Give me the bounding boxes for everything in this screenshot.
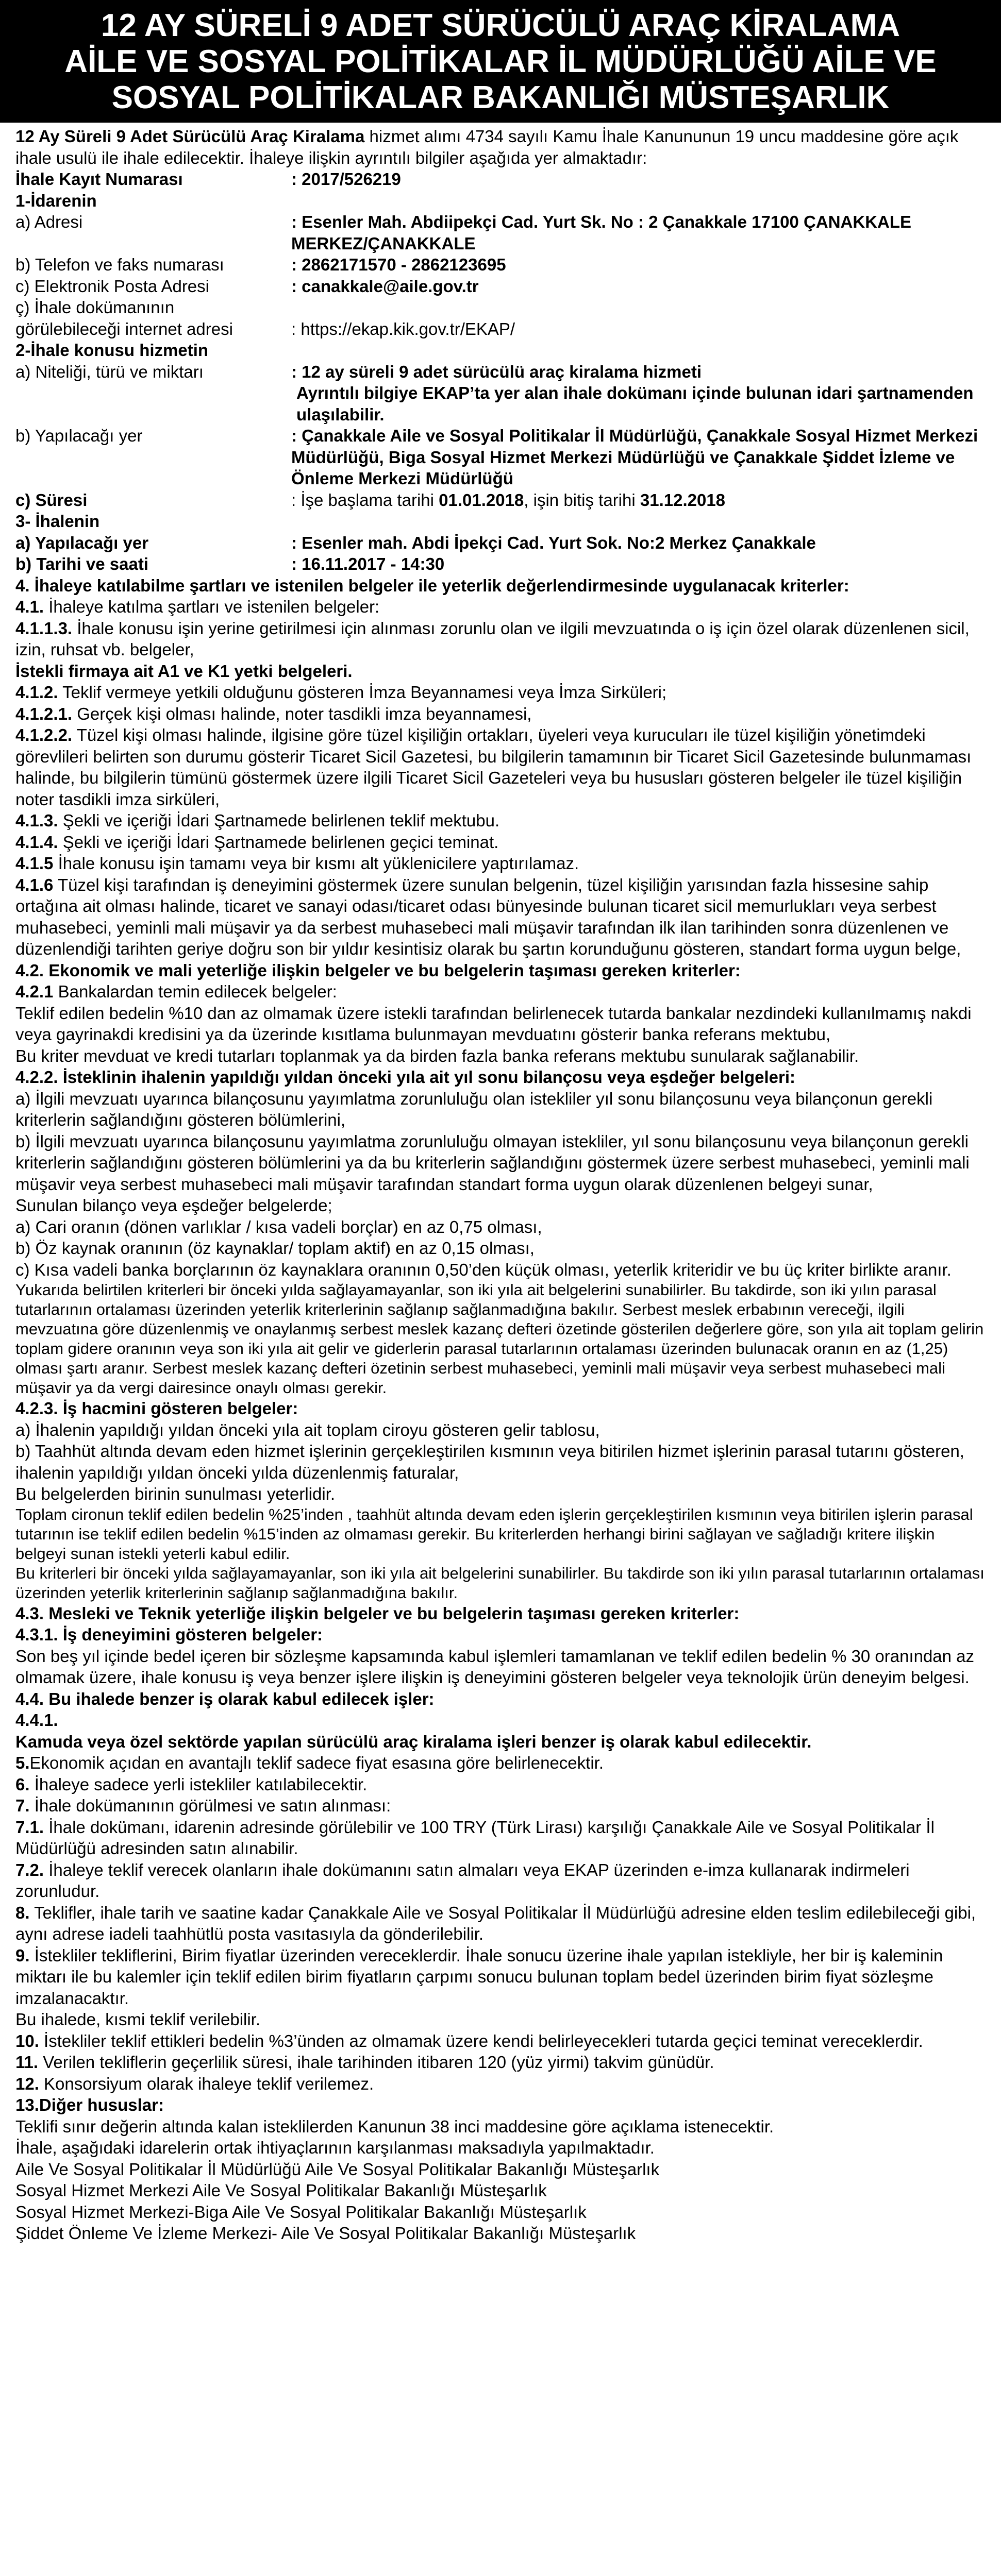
body-paragraph: Bu kriterleri bir önceki yılda sağlayamayanlar, son iki yıla ait belgelerini sunabilirler. Bu takdirde son iki yılın parasal tutarlarının ortalaması üzerinden yeterlik kriterlerinin sağlanıp sağlanmadığına bakılır. xyxy=(15,1564,985,1602)
body-paragraph xyxy=(15,724,986,810)
clause-text: İhaleye katılma şartları ve istenilen belgeler: xyxy=(44,597,380,616)
body-paragraph: a) Cari oranın (dönen varlıklar / kısa vadeli borçlar) en az 0,75 olması, xyxy=(15,1217,542,1236)
body-paragraph xyxy=(15,1774,986,1795)
announcement-body xyxy=(15,126,986,2576)
registration-number-label: İhale Kayıt Numarası xyxy=(15,170,183,189)
section-heading: 4.2.2. İsteklinin ihalenin yapıldığı yıldan önceki yıla ait yıl sonu bilançosu veya eşdeğer belgeleri: xyxy=(15,1067,796,1087)
body-paragraph: Yukarıda belirtilen kriterleri bir önceki yılda sağlayamayanlar, son iki yıla ait belgelerini sunabilirler. Bu takdirde, son iki yılın parasal tutarlarının ortalaması üzerinden yeterlik kriterlerinin sağlanıp sağlanmadığına bakılır. Serbest meslek erbabının vereceği, ilgili mevzuatına göre düzenlenmiş ve onaylanmış serbest meslek kazanç defteri özetinde gösterilen değerlere göre, son yıla ait toplam gelirin toplam gidere oranının veya son iki yıla ait gelir ve giderlerin parasal tutarlarının ortalaması üzerinden bulunacak oranın en az (1,25) olması şartı aranır. Serbest meslek kazanç defteri özetinin serbest muhasebeci, yeminli mali müşavir veya serbest muhasebeci mali müşavir ya da vergi dairesince onaylı olması gerekir. xyxy=(15,1281,984,1397)
body-paragraph: Bu ihalede, kısmi teklif verilebilir. xyxy=(15,2010,261,2029)
body-paragraph xyxy=(15,1902,986,1945)
body-paragraph: Bu kriter mevduat ve kredi tutarları toplanmak ya da birden fazla banka referans mektubu sunularak sağlanabilir. xyxy=(15,1046,859,1065)
body-paragraph xyxy=(15,2030,986,2052)
body-paragraph: b) İlgili mevzuatı uyarınca bilançosunu yayımlatma zorunluluğu olmayan istekliler, yıl sonu bilançosunu veya bilançonun gerekli kriterlerin sağlandığını gösteren bölümlerini ya da bu kriterlerin sağlandığını göstermek üzere serbest muhasebeci, yeminli mali müşavir veya serbest muhasebeci mali müşavir tarafından standart forma uygun olarak düzenlenen belgeyi sunar, xyxy=(15,1131,970,1194)
administration-info-value: : 2862171570 - 2862123695 xyxy=(291,255,506,274)
clause-text: İhaleye teklif verecek olanların ihale dokümanını satın almaları veya EKAP üzerinden e-imza kullanarak indirmeleri zorunludur. xyxy=(15,1860,910,1901)
body-paragraph xyxy=(15,810,986,832)
service-nature-row xyxy=(15,361,986,426)
duration-start-date: 01.01.2018 xyxy=(439,490,524,510)
administration-info-label: b) Telefon ve faks numarası xyxy=(15,255,224,274)
body-paragraph xyxy=(15,832,986,853)
body-paragraph xyxy=(15,1752,986,1774)
section-heading: 13.Diğer hususlar: xyxy=(15,2095,164,2114)
body-paragraph xyxy=(15,596,986,618)
tender-info-label: b) Tarihi ve saati xyxy=(15,554,148,573)
tender-docs-row xyxy=(15,297,986,340)
clause-number: 4.1.1.3. xyxy=(15,618,73,638)
body-paragraph: c) Kısa vadeli banka borçlarının öz kaynaklara oranının 0,50’den küçük olması, yeterlik kriteridir ve bu üç kriter birlikte aranır. xyxy=(15,1260,952,1279)
clause-number: 10. xyxy=(15,2031,39,2050)
administration-info-row xyxy=(15,211,986,254)
section-heading: 4.2. Ekonomik ve mali yeterliğe ilişkin belgeler ve bu belgelerin taşıması gereken kriterler: xyxy=(15,960,741,980)
clause-text: Gerçek kişi olması halinde, noter tasdikli imza beyannamesi, xyxy=(72,704,532,723)
header-title-line-3: SOSYAL POLİTİKALAR BAKANLIĞI MÜSTEŞARLIK xyxy=(111,80,890,115)
body-paragraph: b) Öz kaynak oranının (öz kaynaklar/ toplam aktif) en az 0,15 olması, xyxy=(15,1239,535,1258)
body-paragraph: Sosyal Hizmet Merkezi Aile Ve Sosyal Politikalar Bakanlığı Müsteşarlık xyxy=(15,2181,547,2200)
service-nature-label: a) Niteliği, türü ve miktarı xyxy=(15,362,204,381)
intro-text: hizmet alımı 4734 sayılı Kamu İhale Kanununun 19 uncu maddesine göre açık ihale usulü ile ihale edilecektir. İhaleye ilişkin ayrıntılı bilgiler aşağıda yer almaktadır: xyxy=(15,127,959,167)
body-paragraph xyxy=(15,618,986,660)
body-paragraph xyxy=(15,1945,986,2009)
header-title-line-2: AİLE VE SOSYAL POLİTİKALAR İL MÜDÜRLÜĞÜ AİLE VE xyxy=(64,44,937,79)
clause-number: 4.1.2. xyxy=(15,683,58,702)
section-heading: 4.4. Bu ihalede benzer iş olarak kabul edilecek işler: xyxy=(15,1689,435,1708)
clause-text: Konsorsiyum olarak ihaleye teklif verilemez. xyxy=(39,2074,374,2093)
body-paragraph: Son beş yıl içinde bedel içeren bir sözleşme kapsamında kabul işlemleri tamamlanan ve teklif edilen bedelin % 30 oranından az olmamak üzere, ihale konusu iş veya benzer işlere ilişkin iş deneyimini gösteren belgeler veya teknolojik ürün deneyim belgesi. xyxy=(15,1646,975,1687)
tender-docs-value xyxy=(291,297,986,340)
clause-number: 12. xyxy=(15,2074,39,2093)
body-paragraph xyxy=(15,1795,986,1817)
announcement-header xyxy=(0,0,1001,123)
body-paragraph xyxy=(15,703,986,725)
section-3-items xyxy=(15,532,986,575)
duration-end-label: , işin bitiş tarihi xyxy=(524,490,640,510)
service-location-row xyxy=(15,425,986,489)
clause-number: 6. xyxy=(15,1774,30,1794)
clause-text: Ekonomik açıdan en avantajlı teklif sadece fiyat esasına göre belirlenecektir. xyxy=(29,1753,604,1772)
body-paragraph xyxy=(15,1817,986,1859)
clause-text: İhale konusu işin yerine getirilmesi için alınması zorunlu olan ve ilgili mevzuatında o iş için özel olarak düzenlenen sicil, izin, ruhsat vb. belgeler, xyxy=(15,618,970,659)
clause-text: Şekli ve içeriği İdari Şartnamede belirlenen teklif mektubu. xyxy=(58,811,500,830)
section-2-title: 2-İhale konusu hizmetin xyxy=(15,341,209,360)
clause-text: Teklif vermeye yetkili olduğunu gösteren İmza Beyannamesi veya İmza Sirküleri; xyxy=(58,683,667,702)
body-paragraph xyxy=(15,682,986,703)
clause-number: 11. xyxy=(15,2053,39,2072)
clause-number: 5. xyxy=(15,1753,30,1772)
clause-text: İhale konusu işin tamamı veya bir kısmı alt yüklenicilere yaptırılamaz. xyxy=(53,854,579,873)
body-paragraph: a) İhalenin yapıldığı yıldan önceki yıla ait toplam ciroyu gösteren gelir tablosu, xyxy=(15,1420,600,1439)
tender-info-label: a) Yapılacağı yer xyxy=(15,533,149,552)
tender-info-row xyxy=(15,553,986,575)
body-paragraph xyxy=(15,981,986,1003)
administration-info-value: : canakkale@aile.gov.tr xyxy=(291,276,479,296)
duration-start-label: : İşe başlama tarihi xyxy=(291,490,439,510)
body-paragraph: Teklif edilen bedelin %10 dan az olmamak üzere istekli tarafından belirlenecek tutarda bankalar nezdindeki kullanılmamış nakdi veya gayrinakdi kredisini ya da üzerinde kısıtlama bulunmayan mevduatını gösterir banka referans mektubu, xyxy=(15,1003,972,1044)
clause-text: İstekliler teklif ettikleri bedelin %3’ünden az olmamak üzere kendi belirleyecekleri tutarda geçici teminat vereceklerdir. xyxy=(39,2031,923,2050)
administration-info-row xyxy=(15,276,986,297)
body-paragraph xyxy=(15,2052,986,2073)
clause-number: 4.1. xyxy=(15,597,44,616)
body-paragraph: Sunulan bilanço veya eşdeğer belgelerde; xyxy=(15,1196,332,1215)
section-1-title: 1-İdarenin xyxy=(15,191,97,210)
clause-text: İhale dokümanı, idarenin adresinde görülebilir ve 100 TRY (Türk Lirası) karşılığı Çanakkale Aile ve Sosyal Politikalar İl Müdürlüğü adresinden satın alınabilir. xyxy=(15,1817,935,1858)
tender-docs-label-line-2: görülebileceği internet adresi xyxy=(15,319,233,338)
clause-number: 7.1. xyxy=(15,1817,44,1837)
clause-text: İhaleye sadece yerli istekliler katılabilecektir. xyxy=(29,1774,368,1794)
clause-text: Şekli ve içeriği İdari Şartnamede belirlenen geçici teminat. xyxy=(58,832,499,852)
body-paragraph: Sosyal Hizmet Merkezi-Biga Aile Ve Sosyal Politikalar Bakanlığı Müsteşarlık xyxy=(15,2202,587,2222)
body-paragraph xyxy=(15,1859,986,1902)
service-nature-details: Ayrıntılı bilgiye EKAP’ta yer alan ihale dokümanı içinde bulunan idari şartnamenden ulaşılabilir. xyxy=(296,383,974,424)
body-paragraph: Şiddet Önleme Ve İzleme Merkezi- Aile Ve Sosyal Politikalar Bakanlığı Müsteşarlık xyxy=(15,2224,636,2243)
clause-number: 7. xyxy=(15,1796,30,1815)
section-3-title: 3- İhalenin xyxy=(15,512,100,531)
section-heading: 4. İhaleye katılabilme şartları ve istenilen belgeler ile yeterlik değerlendirmesinde uygulanacak kriterler: xyxy=(15,575,849,595)
body-paragraph xyxy=(15,874,986,960)
clause-number: 4.1.3. xyxy=(15,811,58,830)
tender-docs-label-line-1: ç) İhale dokümanının xyxy=(15,298,175,317)
administration-info-label: a) Adresi xyxy=(15,212,83,231)
body-paragraph: Toplam cironun teklif edilen bedelin %25’inden , taahhüt altında devam eden işlerin gerçekleştirilen kısmının veya bitirilen işlerin parasal tutarının ise teklif edilen bedelin %15’inden az olmaması gerekir. Bu kriterlerden herhangi birini sağlayan ve sağladığı kritere ilişkin belgeyi sunan istekli yeterli kabul edilir. xyxy=(15,1505,973,1563)
registration-number-row xyxy=(15,168,986,190)
intro-subject: 12 Ay Süreli 9 Adet Sürücülü Araç Kiralama xyxy=(15,127,365,146)
duration-end-date: 31.12.2018 xyxy=(640,490,726,510)
clause-text: İhale dokümanının görülmesi ve satın alınması: xyxy=(29,1796,391,1815)
section-1-items xyxy=(15,211,986,297)
clause-number: 4.1.2.1. xyxy=(15,704,73,723)
clause-text: Tüzel kişi olması halinde, ilgisine göre tüzel kişiliğin ortakları, üyeleri veya kurucuları ile tüzel kişiliğin yönetimdeki görevlileri belirten son durumu gösterir Ticaret Sicil Gazetesi, bu bilgilerin tamamının bir Ticaret Sicil Gazetesinde bulunmaması halinde, bu bilgilerin tümünü göstermek üzere ilgili Ticaret Sicil Gazeteleri veya bu hususları gösteren belgeler ile tüzel kişiliğin noter tasdikli imza sirküleri, xyxy=(15,725,972,809)
body-paragraph: Teklifi sınır değerin altında kalan isteklilerden Kanunun 38 inci maddesine göre açıklama istenecektir. xyxy=(15,2116,774,2136)
section-heading: 4.2.3. İş hacmini gösteren belgeler: xyxy=(15,1399,298,1418)
clause-text: Bankalardan temin edilecek belgeler: xyxy=(53,982,337,1001)
clause-number: 4.2.1 xyxy=(15,982,54,1001)
clause-text: İstekliler tekliflerini, Birim fiyatlar üzerinden vereceklerdir. İhale sonucu üzerine ihale yapılan istekliyle, her bir iş kaleminin miktarı ile bu kalemler için teklif edilen birim fiyatların çarpımı sonucu bulunan toplam bedel üzerinden birim fiyat sözleşme imzalanacaktır. xyxy=(15,1945,943,2008)
conditions-body xyxy=(15,575,986,2244)
service-nature-value-line: : 12 ay süreli 9 adet sürücülü araç kiralama hizmeti xyxy=(291,362,702,381)
clause-number: 7.2. xyxy=(15,1860,44,1879)
administration-info-label: c) Elektronik Posta Adresi xyxy=(15,276,209,296)
clause-text: Verilen tekliflerin geçerlilik süresi, ihale tarihinden itibaren 120 (yüz yirmi) takvim günüdür. xyxy=(38,2053,714,2072)
intro-paragraph xyxy=(15,126,986,168)
administration-info-row xyxy=(15,254,986,276)
service-nature-value xyxy=(291,361,986,426)
clause-text: Teklifler, ihale tarih ve saatine kadar Çanakkale Aile ve Sosyal Politikalar İl Müdürlüğü adresine elden teslim edilebileceği gibi, aynı adrese iadeli taahhütlü posta vasıtasıyla da gönderilebilir. xyxy=(15,1903,976,1943)
section-heading: Kamuda veya özel sektörde yapılan sürücülü araç kiralama işleri benzer iş olarak kabul edilecektir. xyxy=(15,1732,812,1751)
service-duration-value xyxy=(291,489,986,511)
section-heading: 4.3. Mesleki ve Teknik yeterliğe ilişkin belgeler ve bu belgelerin taşıması gereken kriterler: xyxy=(15,1603,740,1623)
tender-docs-url[interactable]: : https://ekap.kik.gov.tr/EKAP/ xyxy=(291,319,515,338)
clause-number: 4.1.6 xyxy=(15,875,54,894)
administration-info-value: : Esenler Mah. Abdiipekçi Cad. Yurt Sk. No : 2 Çanakkale 17100 ÇANAKKALE MERKEZ/ÇANAKKALE xyxy=(291,212,912,253)
service-duration-label: c) Süresi xyxy=(15,490,88,510)
clause-number: 4.1.5 xyxy=(15,854,54,873)
registration-number-value: : 2017/526219 xyxy=(291,170,401,189)
body-paragraph: İhale, aşağıdaki idarelerin ortak ihtiyaçlarının karşılanması maksadıyla yapılmaktadır. xyxy=(15,2138,655,2157)
section-heading: 4.3.1. İş deneyimini gösteren belgeler: xyxy=(15,1625,323,1644)
service-duration-row xyxy=(15,489,986,511)
clause-number: 8. xyxy=(15,1903,30,1922)
tender-docs-label xyxy=(15,297,291,340)
section-heading: İstekli firmaya ait A1 ve K1 yetki belgeleri. xyxy=(15,661,353,681)
clause-number: 9. xyxy=(15,1945,30,1965)
body-paragraph: Bu belgelerden birinin sunulması yeterlidir. xyxy=(15,1484,336,1503)
tender-info-value: : 16.11.2017 - 14:30 xyxy=(291,554,445,573)
service-location-value: : Çanakkale Aile ve Sosyal Politikalar İl Müdürlüğü, Çanakkale Sosyal Hizmet Merkezi Müdürlüğü, Biga Sosyal Hizmet Merkezi Müdürlüğü ve Çanakkale Şiddet İzleme ve Önleme Merkezi Müdürlüğü xyxy=(291,426,978,488)
section-heading: 4.4.1. xyxy=(15,1710,58,1730)
tender-info-row xyxy=(15,532,986,554)
body-paragraph: Aile Ve Sosyal Politikalar İl Müdürlüğü Aile Ve Sosyal Politikalar Bakanlığı Müsteşarlık xyxy=(15,2159,660,2179)
body-paragraph: b) Taahhüt altında devam eden hizmet işlerinin gerçekleştirilen kısmının veya bitirilen hizmet işlerinin parasal tutarını gösteren, ihalenin yapıldığı yıldan önceki yılda düzenlenmiş faturalar, xyxy=(15,1442,964,1482)
clause-text: Tüzel kişi tarafından iş deneyimini göstermek üzere sunulan belgenin, tüzel kişiliğin yarısından fazla hissesine sahip ortağına ait olması halinde, ticaret ve sanayi odası/ticaret odası bünyesinde bulunan ticaret sicil memurlukları veya serbest muhasebeci, yeminli mali müşavir ya da serbest muhasebeci mali müşavir tarafından ilk ilan tarihinden sonra düzenlenen ve düzenlendiği tarihten geriye doğru son bir yıldır kesintisiz olarak bu şartın korunduğunu gösteren, standart forma uygun belge, xyxy=(15,875,961,958)
body-paragraph xyxy=(15,853,986,874)
service-location-label: b) Yapılacağı yer xyxy=(15,426,143,445)
tender-info-value: : Esenler mah. Abdi İpekçi Cad. Yurt Sok. No:2 Merkez Çanakkale xyxy=(291,533,816,552)
body-paragraph: a) İlgili mevzuatı uyarınca bilançosunu yayımlatma zorunluluğu olan istekliler yıl sonu bilançosunu veya bilançonun gerekli kriterlerin sağlandığını gösteren bölümlerini, xyxy=(15,1089,933,1129)
body-paragraph xyxy=(15,2073,986,2095)
header-title-line-1: 12 AY SÜRELİ 9 ADET SÜRÜCÜLÜ ARAÇ KİRALAMA xyxy=(101,8,900,43)
clause-number: 4.1.2.2. xyxy=(15,725,73,744)
clause-number: 4.1.4. xyxy=(15,832,58,852)
